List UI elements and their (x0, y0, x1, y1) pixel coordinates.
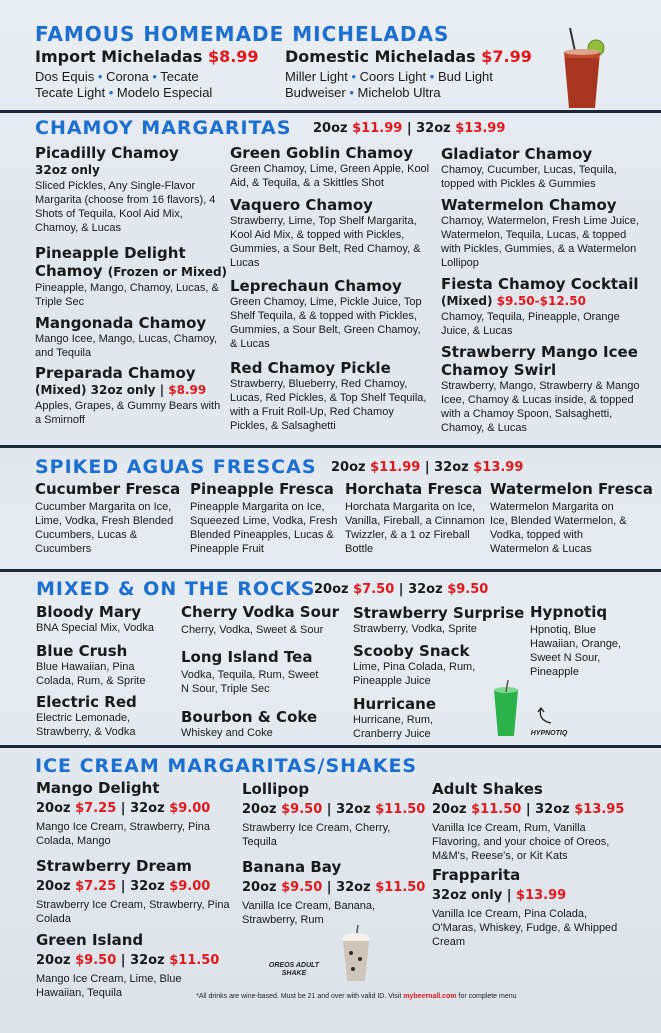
menu-item-strawberry-dream: Strawberry Dream 20oz $7.25 | 32oz $9.00 Strawberry Ice Cream, Strawberry, Pina Colada (36, 857, 230, 925)
import-beers-line2: Tecate Light • Modelo Especial (35, 85, 213, 100)
size-label: 20oz (331, 460, 366, 475)
menu-item-bourbon-coke (181, 708, 346, 740)
item-name: Gladiator Chamoy (441, 145, 593, 163)
item-size-note: (Mixed) 32oz only (35, 383, 156, 397)
menu-item-watermelon-fresca (490, 480, 652, 556)
price-label: $9.50 (447, 582, 489, 597)
menu-item-watermelon-chamoy (441, 196, 646, 270)
beer-label: Miller Light (285, 69, 348, 84)
item-name: Banana Bay (242, 858, 342, 876)
menu-item-strawberry-surprise (353, 604, 525, 636)
menu-item-hurricane (353, 695, 453, 741)
rocks-title: MIXED & ON THE ROCKS (36, 578, 316, 600)
menu-item-adult-shakes: Adult Shakes 20oz $11.50 | 32oz $13.95 Vanilla Ice Cream, Rum, Vanilla Flavoring, and your choice of Oreos, M&M's, Reese's, or Kit Kats (432, 780, 632, 863)
price-label: $9.00 (169, 801, 211, 816)
item-price: $9.50-$12.50 (496, 294, 586, 308)
icecream-title: ICE CREAM MARGARITAS/SHAKES (35, 755, 418, 777)
item-name: Horchata Fresca (345, 480, 483, 498)
beer-label: Modelo Especial (116, 85, 213, 100)
size-label: 32oz (434, 460, 469, 475)
price-label: $11.99 (370, 460, 421, 475)
price-label: $13.95 (574, 802, 625, 817)
item-price: $8.99 (168, 383, 207, 397)
item-name: Electric Red (36, 693, 137, 711)
beer-label: Corona (106, 69, 149, 84)
menu-item-pineapple-delight-chamoy (35, 244, 228, 309)
item-name: Mangonada Chamoy (35, 314, 207, 332)
item-name: Green Goblin Chamoy (230, 144, 414, 162)
size-label: 20oz (242, 880, 277, 895)
size-label: 32oz (130, 879, 165, 894)
item-description: Mango Icee, Mango, Lucas, Chamoy, and Tequila (35, 333, 218, 359)
menu-item-vaquero-chamoy (230, 196, 430, 270)
item-description: Electric Lemonade, Strawberry, & Vodka (36, 712, 136, 738)
menu-item-banana-bay: Banana Bay 20oz $9.50 | 32oz $11.50 Vanilla Ice Cream, Banana, Strawberry, Rum (242, 858, 426, 926)
price-label: $11.50 (375, 802, 426, 817)
import-beers-line1: Dos Equis • Corona • Tecate (35, 69, 199, 84)
size-label: 32oz (416, 121, 451, 136)
size-label: 32oz (535, 802, 570, 817)
hypnotiq-caption: HYPNOTIQ (530, 730, 568, 737)
item-name: Adult Shakes (432, 780, 543, 798)
size-label: 20oz (36, 953, 71, 968)
menu-item-pineapple-fresca (190, 480, 342, 556)
item-name: Mango Delight (36, 779, 160, 797)
item-name: Picadilly Chamoy (35, 144, 179, 162)
item-name-line2: Chamoy Swirl (441, 361, 557, 379)
item-description: Strawberry, Mango, Strawberry & Mango Icee, Chamoy & Lucas inside, & topped with a Chamoy Spoon, Salsaghetti, Chamoy, & Lucas (441, 380, 640, 434)
item-description: Mango Ice Cream, Strawberry, Pina Colada, Mango (36, 821, 211, 847)
website-link[interactable]: mybeernall.com (403, 993, 457, 1000)
item-name: Hypnotiq (530, 603, 608, 621)
item-name: Strawberry Dream (36, 857, 192, 875)
menu-item-cherry-vodka-sour (181, 603, 346, 637)
domestic-michelada-price: $7.99 (481, 47, 532, 66)
separator: | (398, 582, 404, 597)
separator: | (406, 121, 412, 136)
size-label: 32oz (336, 802, 371, 817)
size-label: 20oz (313, 121, 348, 136)
item-name: Bourbon & Coke (181, 708, 318, 726)
frescas-title: SPIKED AGUAS FRESCAS (35, 456, 317, 478)
menu-item-picadilly-chamoy (35, 144, 225, 235)
menu-item-leprechaun-chamoy (230, 277, 430, 351)
domestic-beers-line1: Miller Light • Coors Light • Bud Light (285, 69, 493, 84)
item-name: Lollipop (242, 780, 310, 798)
item-name: Scooby Snack (353, 642, 470, 660)
beer-label: Tecate Light (35, 85, 106, 100)
menu-item-green-goblin-chamoy (230, 144, 430, 190)
domestic-michelada-name: Domestic Micheladas (285, 47, 476, 66)
import-michelada-name: Import Micheladas (35, 47, 203, 66)
item-description: Green Chamoy, Lime, Pickle Juice, Top Shelf Tequila, & & topped with Pickles, Gummies, a Sour Belt, Green Chamoy, & Lucas (230, 296, 422, 350)
item-name: Strawberry Mango Icee (441, 343, 638, 361)
item-size-note: 32oz only (35, 163, 100, 177)
price-label: $7.25 (75, 801, 117, 816)
item-description: Whiskey and Coke (181, 727, 273, 739)
item-description: Strawberry Ice Cream, Strawberry, Pina Colada (36, 899, 230, 925)
price-label: $9.00 (169, 879, 211, 894)
item-note: (Frozen or Mixed) (107, 265, 228, 279)
size-label: 32oz (130, 953, 165, 968)
oreo-shake-image (338, 925, 374, 983)
size-label: 20oz (242, 802, 277, 817)
menu-item-mangonada-chamoy (35, 314, 225, 360)
item-description: Strawberry Ice Cream, Cherry, Tequila (242, 822, 391, 848)
size-label: 20oz (36, 879, 71, 894)
menu-item-fiesta-chamoy-cocktail (441, 275, 646, 338)
price-label: $7.50 (353, 582, 395, 597)
item-name: Watermelon Fresca (490, 480, 653, 498)
item-description: Lime, Pina Colada, Rum, Pineapple Juice (353, 661, 476, 687)
menu-item-red-chamoy-pickle (230, 359, 430, 433)
item-description: Blue Hawaiian, Pina Colada, Rum, & Sprite (36, 661, 146, 687)
item-description: Hpnotiq, Blue Hawaiian, Orange, Sweet N Sour, Pineapple (530, 624, 622, 678)
beer-label: Michelob Ultra (357, 85, 441, 100)
price-label: $9.50 (75, 953, 117, 968)
michelada-title: FAMOUS HOMEMADE MICHELADAS (35, 22, 450, 46)
item-description: Chamoy, Cucumber, Lucas, Tequila, topped with Pickles & Gummies (441, 164, 617, 190)
item-name: Strawberry Surprise (353, 604, 525, 622)
price-label: $9.50 (281, 880, 323, 895)
item-description: Chamoy, Tequila, Pineapple, Orange Juice, & Lucas (441, 311, 620, 337)
price-label: $11.50 (169, 953, 220, 968)
michelada-glass-image (556, 26, 612, 112)
item-name-line2: Chamoy (35, 262, 103, 280)
item-description: Vanilla Ice Cream, Pina Colada, O'Maras, Whiskey, Fudge, & Whipped Cream (432, 908, 618, 948)
import-michelada-price: $8.99 (207, 47, 259, 66)
menu-item-scooby-snack (353, 642, 483, 688)
item-description: Apples, Grapes, & Gummy Bears with a Smirnoff (35, 400, 221, 426)
menu-item-cucumber-fresca (35, 480, 185, 556)
item-description: Mango Ice Cream, Lime, Blue Hawaiian, Tequila (36, 973, 182, 999)
item-description: Strawberry, Blueberry, Red Chamoy, Lucas, Red Pickles, & Top Shelf Tequila, with a Fruit Roll-Up, Red Chamoy Pickles, & Salsaghetti (230, 378, 427, 432)
item-description: Pineapple Margarita on Ice, Squeezed Lime, Vodka, Fresh Blended Pineapples, Lucas & Pineapple Fruit (190, 501, 338, 555)
item-description: Cherry, Vodka, Sweet & Sour (181, 624, 324, 636)
price-label: $13.99 (516, 888, 567, 903)
size-label: 32oz (408, 582, 443, 597)
chamoy-title: CHAMOY MARGARITAS (35, 117, 292, 139)
size-label: 20oz (432, 802, 467, 817)
price-label: $11.50 (471, 802, 522, 817)
item-description: Chamoy, Watermelon, Fresh Lime Juice, Watermelon, Tequila, Lucas, & topped with Pickles, Gummies, & a Watermelon Lollipop (441, 215, 640, 269)
item-name: Green Island (36, 931, 144, 949)
menu-item-gladiator-chamoy (441, 145, 646, 191)
item-name: Leprechaun Chamoy (230, 277, 402, 295)
price-label: $13.99 (473, 460, 524, 475)
item-description: Vanilla Ice Cream, Rum, Vanilla Flavoring, and your choice of Oreos, M&M's, Reese's, or Kit Kats (432, 822, 610, 862)
menu-item-blue-crush (36, 642, 166, 688)
item-description: Sliced Pickles, Any Single-Flavor Margarita (choose from 16 flavors), 4 Shots of Tequila, Kool Aid Mix, Chamoy, & Lucas (35, 180, 216, 234)
price-label: $11.50 (375, 880, 426, 895)
item-description: Strawberry, Vodka, Sprite (353, 623, 477, 635)
item-name: Frapparita (432, 866, 521, 884)
item-description: Vanilla Ice Cream, Banana, Strawberry, Rum (242, 900, 376, 926)
item-name: Cucumber Fresca (35, 480, 181, 498)
item-description: Horchata Margarita on Ice, Vanilla, Fireball, a Cinnamon Twizzler, & a 1 oz Fireball Bottle (345, 501, 485, 555)
size-label: 20oz (314, 582, 349, 597)
footnote-text-end: for complete menu (458, 993, 517, 1000)
item-name: Preparada Chamoy (35, 364, 196, 382)
domestic-michelada (285, 47, 532, 101)
menu-item-strawberry-mango-icee (441, 343, 646, 435)
domestic-beers-line2: Budweiser • Michelob Ultra (285, 85, 441, 100)
item-name: Watermelon Chamoy (441, 196, 617, 214)
beer-label: Dos Equis (35, 69, 95, 84)
size-label: 32oz only (432, 888, 503, 903)
menu-item-mango-delight: Mango Delight 20oz $7.25 | 32oz $9.00 Mango Ice Cream, Strawberry, Pina Colada, Mango (36, 779, 231, 848)
item-description: Hurricane, Rum, Cranberry Juice (353, 714, 434, 740)
item-description: Pineapple, Mango, Chamoy, Lucas, & Triple Sec (35, 282, 219, 308)
import-michelada (35, 47, 259, 101)
size-label: 20oz (36, 801, 71, 816)
item-name: Vaquero Chamoy (230, 196, 373, 214)
section-divider (0, 569, 661, 572)
frescas-price-line (331, 460, 523, 475)
beer-label: Tecate (160, 69, 199, 84)
item-note: (Mixed) (441, 294, 493, 308)
separator: | (424, 460, 430, 475)
price-label: $13.99 (455, 121, 506, 136)
item-description: Vodka, Tequila, Rum, Sweet N Sour, Triple Sec (181, 669, 319, 695)
item-name: Fiesta Chamoy Cocktail (441, 275, 639, 293)
price-label: $7.25 (75, 879, 117, 894)
menu-item-electric-red (36, 693, 166, 739)
item-description: Green Chamoy, Lime, Green Apple, Kool Aid, & Tequila, & a Skittles Shot (230, 163, 430, 189)
section-divider (0, 745, 661, 748)
menu-item-long-island-tea (181, 648, 321, 696)
oreo-shake-caption: OREOS ADULT SHAKE (268, 962, 320, 977)
beer-label: Budweiser (285, 85, 346, 100)
item-description: Strawberry, Lime, Top Shelf Margarita, Kool Aid Mix, & topped with Pickles, Gummies, a Sour Belt, Red Chamoy, & Lucas (230, 215, 421, 269)
arrow-icon (535, 705, 555, 725)
item-name: Blue Crush (36, 642, 128, 660)
item-name: Pineapple Delight (35, 244, 186, 262)
size-label: 32oz (130, 801, 165, 816)
footnote (196, 993, 517, 1000)
price-label: $9.50 (281, 802, 323, 817)
item-name: Long Island Tea (181, 648, 313, 666)
item-name: Hurricane (353, 695, 437, 713)
chamoy-price-line (313, 121, 505, 136)
item-name: Pineapple Fresca (190, 480, 334, 498)
beer-label: Bud Light (437, 69, 493, 84)
item-name: Cherry Vodka Sour (181, 603, 339, 621)
menu-item-bloody-mary (36, 603, 176, 635)
menu-item-lollipop: Lollipop 20oz $9.50 | 32oz $11.50 Strawberry Ice Cream, Cherry, Tequila (242, 780, 426, 848)
size-label: 32oz (336, 880, 371, 895)
rocks-price-line (314, 582, 488, 597)
item-name: Bloody Mary (36, 603, 142, 621)
item-name: Red Chamoy Pickle (230, 359, 391, 377)
beer-label: Coors Light (359, 69, 427, 84)
menu-item-preparada-chamoy: Preparada Chamoy (Mixed) 32oz only | $8.99 Apples, Grapes, & Gummy Bears with a Smirnoff (35, 364, 225, 427)
price-label: $11.99 (352, 121, 403, 136)
menu-item-horchata-fresca (345, 480, 485, 556)
item-description: Watermelon Margarita on Ice, Blended Watermelon, & Vodka, topped with Watermelon & Lucas (490, 501, 627, 555)
hypnotiq-glass-image (488, 680, 524, 740)
menu-item-hypnotiq (530, 603, 640, 679)
item-description: Cucumber Margarita on Ice, Lime, Vodka, Fresh Blended Cucumbers, Lucas & Cucumbers (35, 501, 174, 555)
item-description: BNA Special Mix, Vodka (36, 622, 155, 634)
menu-item-green-island: Green Island 20oz $9.50 | 32oz $11.50 Mango Ice Cream, Lime, Blue Hawaiian, Tequila (36, 931, 231, 1000)
footnote-text: *All drinks are wine-based. Must be 21 and over with valid ID. Visit (196, 993, 402, 1000)
section-divider (0, 445, 661, 448)
section-divider (0, 110, 661, 113)
menu-item-frapparita: Frapparita 32oz only | $13.99 Vanilla Ice Cream, Pina Colada, O'Maras, Whiskey, Fudge, & Whipped Cream (432, 866, 632, 949)
